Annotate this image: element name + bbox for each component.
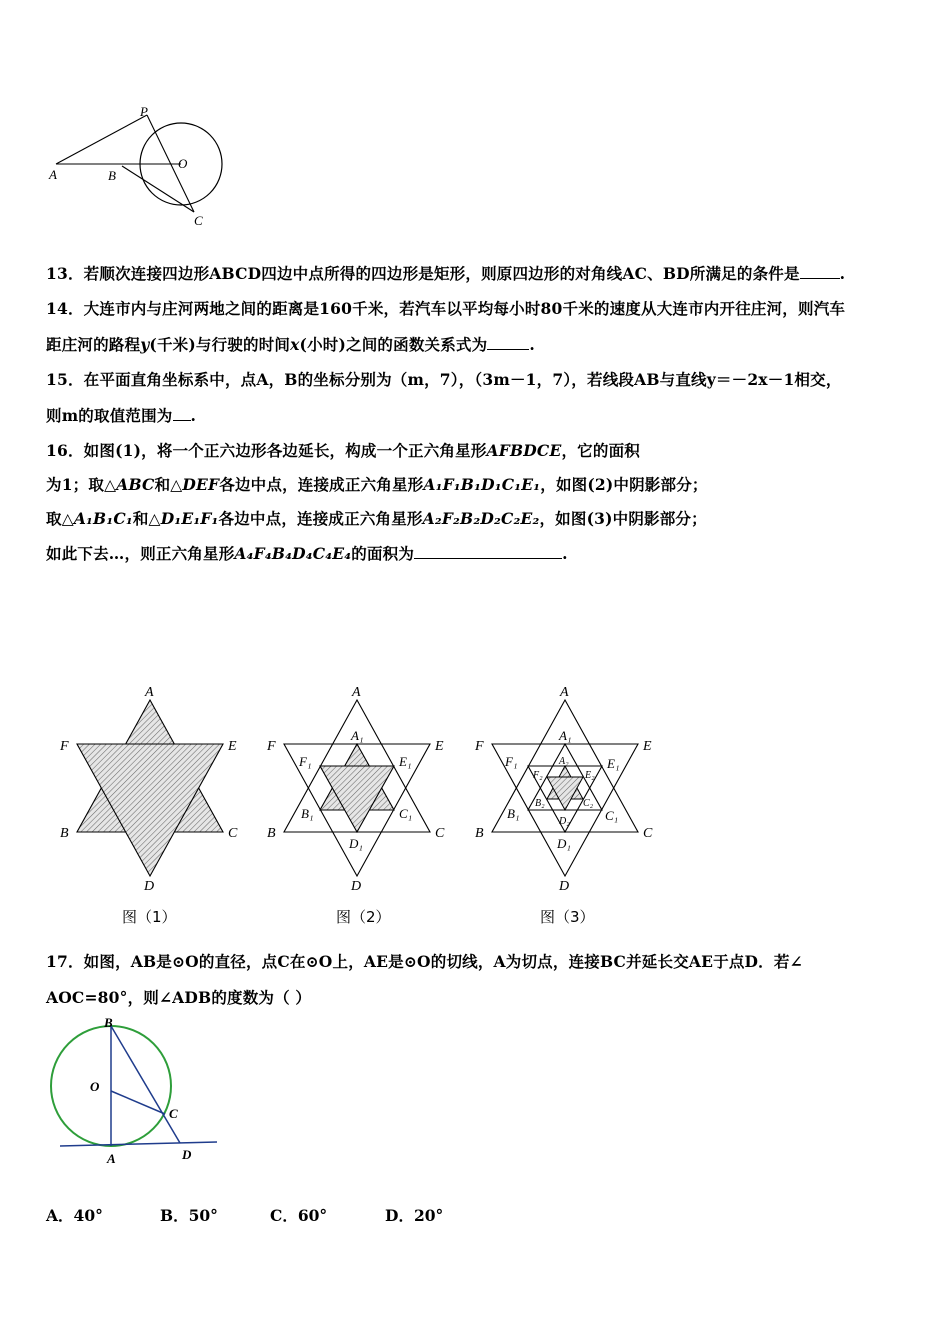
option-c[interactable]: C．60°	[270, 1206, 328, 1225]
caption-figure-3: 图（3）	[540, 908, 595, 926]
tangent-line-ae	[60, 1142, 217, 1146]
question-13: 13．若顺次连接四边形ABCD四边中点所得的四边形是矩形，则原四边形的对角线AC、BD所满足的条件是 .	[46, 264, 846, 283]
fig1-label-c: C	[228, 826, 238, 841]
label-c: C	[194, 213, 203, 228]
svg-text:E₁: E₁	[607, 756, 620, 771]
answer-blank-14[interactable]	[487, 335, 529, 350]
hexagram-figure-1	[59, 685, 238, 894]
segment-ap	[56, 115, 147, 164]
svg-text:E₁: E₁	[399, 754, 412, 769]
question-16-line3: 取△A₁B₁C₁和△D₁E₁F₁各边中点，连接成正六角星形A₂F₂B₂D₂C₂E₂，如图(3)中阴影部分；	[46, 509, 707, 528]
svg-text:D₁: D₁	[557, 836, 571, 851]
label-a: A	[49, 167, 57, 182]
tangent-circle-figure	[40, 1015, 230, 1175]
svg-text:F₁: F₁	[299, 754, 312, 769]
svg-text:F₂: F₂	[533, 770, 543, 781]
question-16-line4: 如此下去…，则正六角星形A₄F₄B₄D₄C₄E₄的面积为 .	[46, 544, 568, 563]
svg-text:C: C	[435, 826, 445, 841]
hexagram-figure-3	[474, 685, 653, 894]
option-d[interactable]: D．20°	[385, 1206, 444, 1225]
svg-text:D: D	[559, 879, 570, 894]
svg-text:D₂: D₂	[559, 816, 570, 827]
svg-text:B₁: B₁	[507, 806, 520, 821]
question-16-line2: 为1；取△ABC和△DEF各边中点，连接成正六角星形A₁F₁B₁D₁C₁E₁，如图(2)中阴影部分；	[46, 475, 708, 494]
svg-text:A: A	[352, 685, 361, 700]
svg-text:A₁: A₁	[351, 728, 364, 743]
svg-text:B₁: B₁	[301, 806, 314, 821]
question-15-line2: 则m的取值范围为 .	[46, 406, 197, 425]
segment-bd	[111, 1026, 180, 1143]
svg-text:F: F	[267, 739, 276, 754]
answer-blank-13[interactable]	[800, 264, 840, 279]
question-14-line2: 距庄河的路程y(千米)与行驶的时间x(小时)之间的函数关系式为 .	[46, 335, 535, 354]
option-a[interactable]: A．40°	[46, 1206, 103, 1225]
svg-text:B₂: B₂	[535, 798, 545, 809]
question-14-line1: 14．大连市内与庄河两地之间的距离是160千米，若汽车以平均每小时80千米的速度从大连市内开往庄河，则汽车	[46, 299, 846, 318]
label-o: O	[90, 1079, 100, 1094]
svg-text:B: B	[475, 826, 484, 841]
answer-blank-16[interactable]	[414, 544, 562, 559]
svg-text:F₁: F₁	[505, 754, 518, 769]
caption-figure-2: 图（2）	[336, 908, 391, 926]
label-d: D	[182, 1147, 192, 1162]
svg-text:A₁: A₁	[559, 728, 572, 743]
fig1-label-e: E	[228, 739, 237, 754]
svg-text:A: A	[560, 685, 569, 700]
svg-text:E: E	[435, 739, 444, 754]
label-a: A	[107, 1151, 116, 1166]
fig1-label-b: B	[60, 826, 69, 841]
hexagram-figures	[40, 680, 680, 900]
question-17-line1: 17．如图，AB是⊙O的直径，点C在⊙O上，AE是⊙O的切线，A为切点，连接BC并延长交AE于点D．若∠	[46, 952, 803, 971]
fig1-label-f: F	[60, 739, 69, 754]
hexagram-figure-2	[266, 685, 445, 894]
fig1-label-d: D	[144, 879, 155, 894]
option-b[interactable]: B．50°	[160, 1206, 218, 1225]
question-17-line2: AOC=80°，则∠ADB的度数为（ ）	[46, 988, 312, 1007]
circle-tangent-figure	[40, 100, 240, 230]
fig1-label-a: A	[145, 685, 154, 700]
label-p: P	[140, 104, 148, 119]
question-16-line1: 16．如图(1)，将一个正六边形各边延长，构成一个正六角星形AFBDCE，它的面积	[46, 441, 640, 460]
svg-text:B: B	[267, 826, 276, 841]
svg-text:C: C	[643, 826, 653, 841]
svg-text:C₂: C₂	[583, 798, 594, 809]
svg-text:E: E	[643, 739, 652, 754]
label-o: O	[178, 156, 188, 171]
svg-text:C₁: C₁	[605, 808, 619, 823]
label-c: C	[169, 1106, 178, 1121]
caption-figure-1: 图（1）	[122, 908, 177, 926]
svg-text:E₂: E₂	[585, 770, 595, 781]
question-15-line1: 15．在平面直角坐标系中，点A，B的坐标分别为（m，7），（3m－1，7），若线段AB与直线y＝－2x－1相交，	[46, 370, 842, 389]
svg-text:C₁: C₁	[399, 806, 413, 821]
svg-text:F: F	[475, 739, 484, 754]
svg-text:D₁: D₁	[349, 836, 363, 851]
answer-blank-15[interactable]	[173, 406, 191, 421]
svg-text:D: D	[351, 879, 362, 894]
label-b: B	[108, 168, 116, 183]
svg-text:A₂: A₂	[559, 756, 569, 767]
label-b: B	[104, 1015, 113, 1030]
